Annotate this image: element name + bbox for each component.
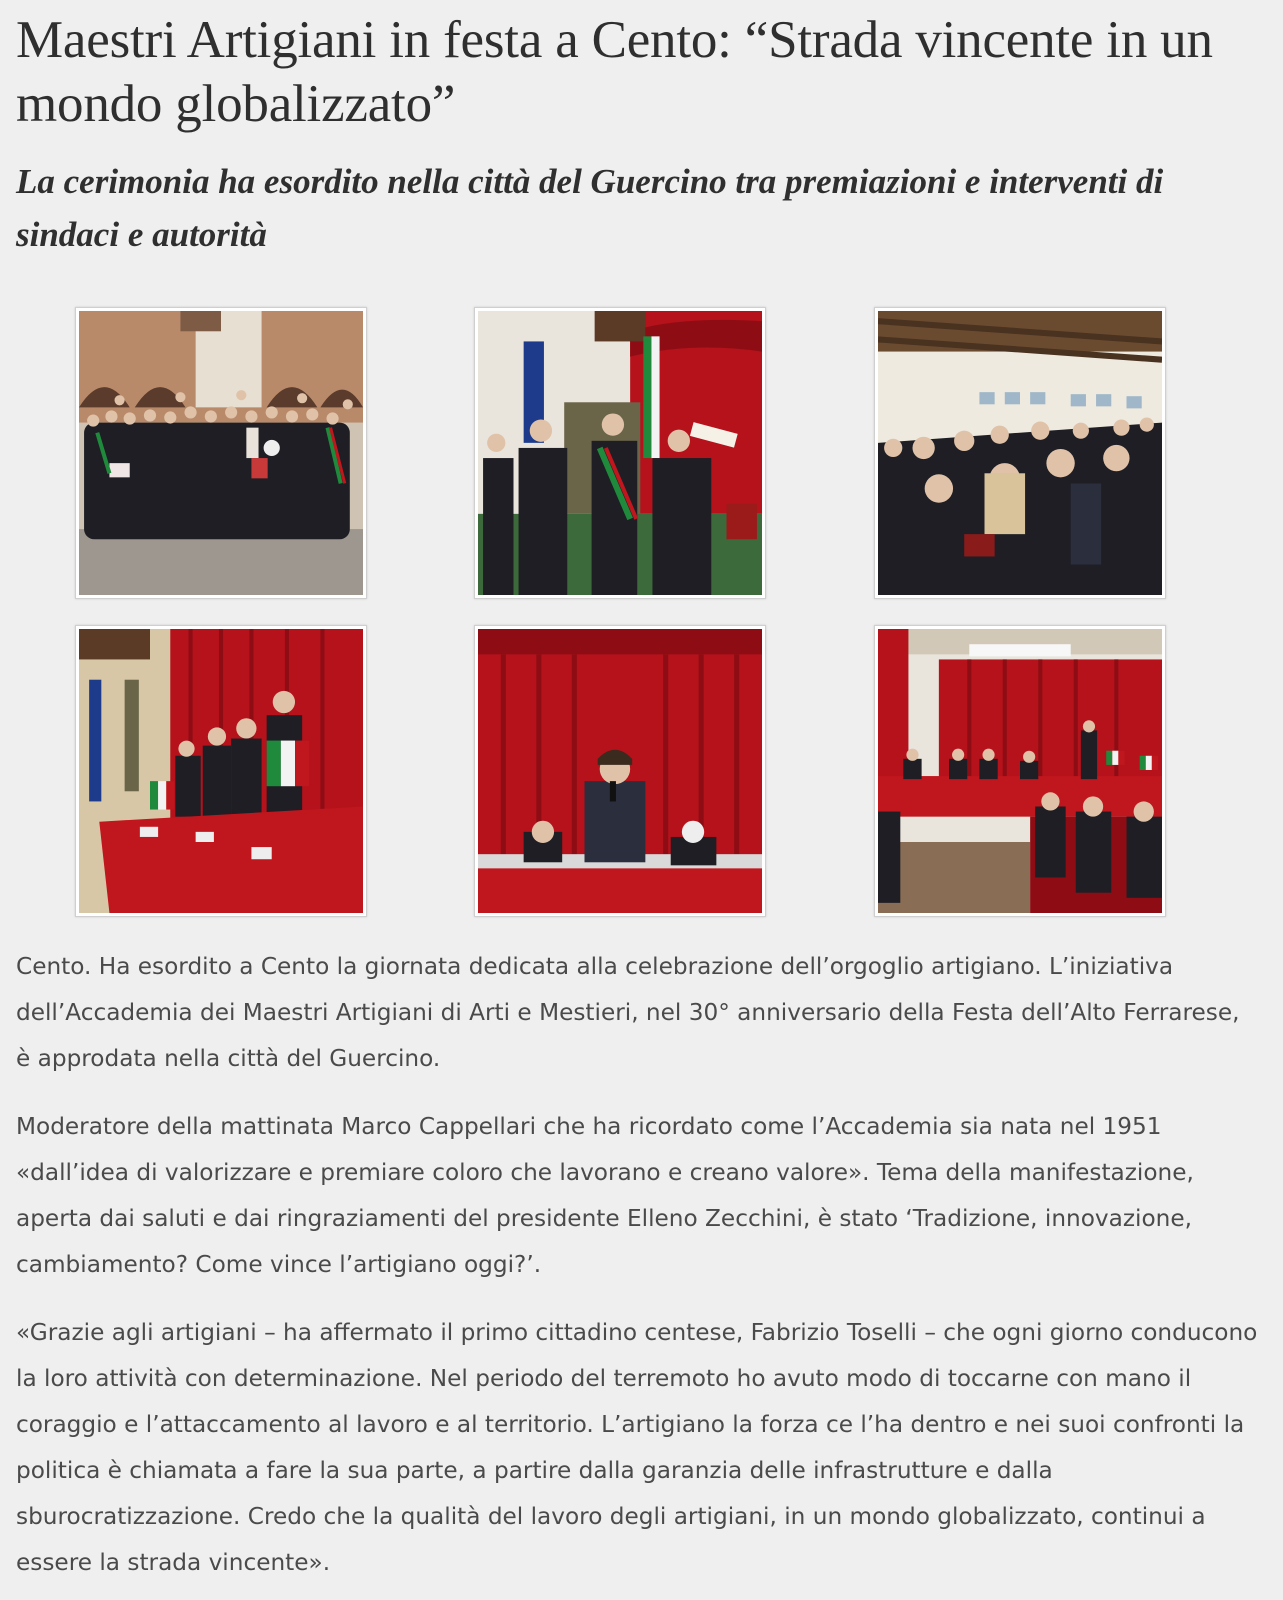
gallery-photo-table[interactable] xyxy=(75,625,367,917)
article-subtitle: La cerimonia ha esordito nella città del Guercino tra premiazioni e interventi di sindaci e autorità xyxy=(16,162,1164,254)
gallery-photo-award[interactable] xyxy=(474,307,766,599)
article-paragraph-2: Moderatore della mattinata Marco Cappellari che ha ricordato come l’Accademia sia nata nel 1951 «dall’idea di valorizzare e premiare coloro che lavorano e creano valore». Tema della manifestazione, aperta dai saluti e dai ringraziamenti del presidente Elleno Zecchini, è stato ‘Tradizione, innovazione, cambiamento? Come vince l’artigiano oggi?’. xyxy=(16,1113,1194,1278)
photo-speaker-image xyxy=(478,629,762,913)
article-paragraph-3: «Grazie agli artigiani – ha affermato il primo cittadino centese, Fabrizio Toselli – che ogni giorno conducono la loro attività con determinazione. Nel periodo del terremoto ho avuto modo di toccarne con mano il coraggio e l’attaccamento al lavoro e al territorio. L’artigiano la forza ce l’ha dentro e nei suoi confronti la politica è chiamata a fare la sua parte, a partire dalla garanzia delle infrastrutture e dalla sburocratizzazione. Credo che la qualità del lavoro degli artigiani, in un mondo globalizzato, continui a essere la strada vincente». xyxy=(16,1319,1258,1576)
gallery-photo-group[interactable] xyxy=(75,307,367,599)
photo-hall-image xyxy=(878,629,1162,913)
photo-award-image xyxy=(478,311,762,595)
article-body xyxy=(16,944,1261,1600)
article-title: Maestri Artigiani in festa a Cento: “Strada vincente in un mondo globalizzato” xyxy=(16,11,1213,133)
photo-audience-image xyxy=(878,311,1162,595)
gallery-photo-speaker[interactable] xyxy=(474,625,766,917)
photo-table-image xyxy=(79,629,363,913)
gallery-photo-audience[interactable] xyxy=(874,307,1166,599)
photo-gallery xyxy=(0,307,1283,927)
article-paragraph-1: Cento. Ha esordito a Cento la giornata dedicata alla celebrazione dell’orgoglio artigiano. L’iniziativa dell’Accademia dei Maestri Artigiani di Arti e Mestieri, nel 30° anniversario della Festa dell’Alto Ferrarese, è approdata nella città del Guercino. xyxy=(16,953,1240,1072)
gallery-photo-hall[interactable] xyxy=(874,625,1166,917)
photo-group-image xyxy=(79,311,363,595)
